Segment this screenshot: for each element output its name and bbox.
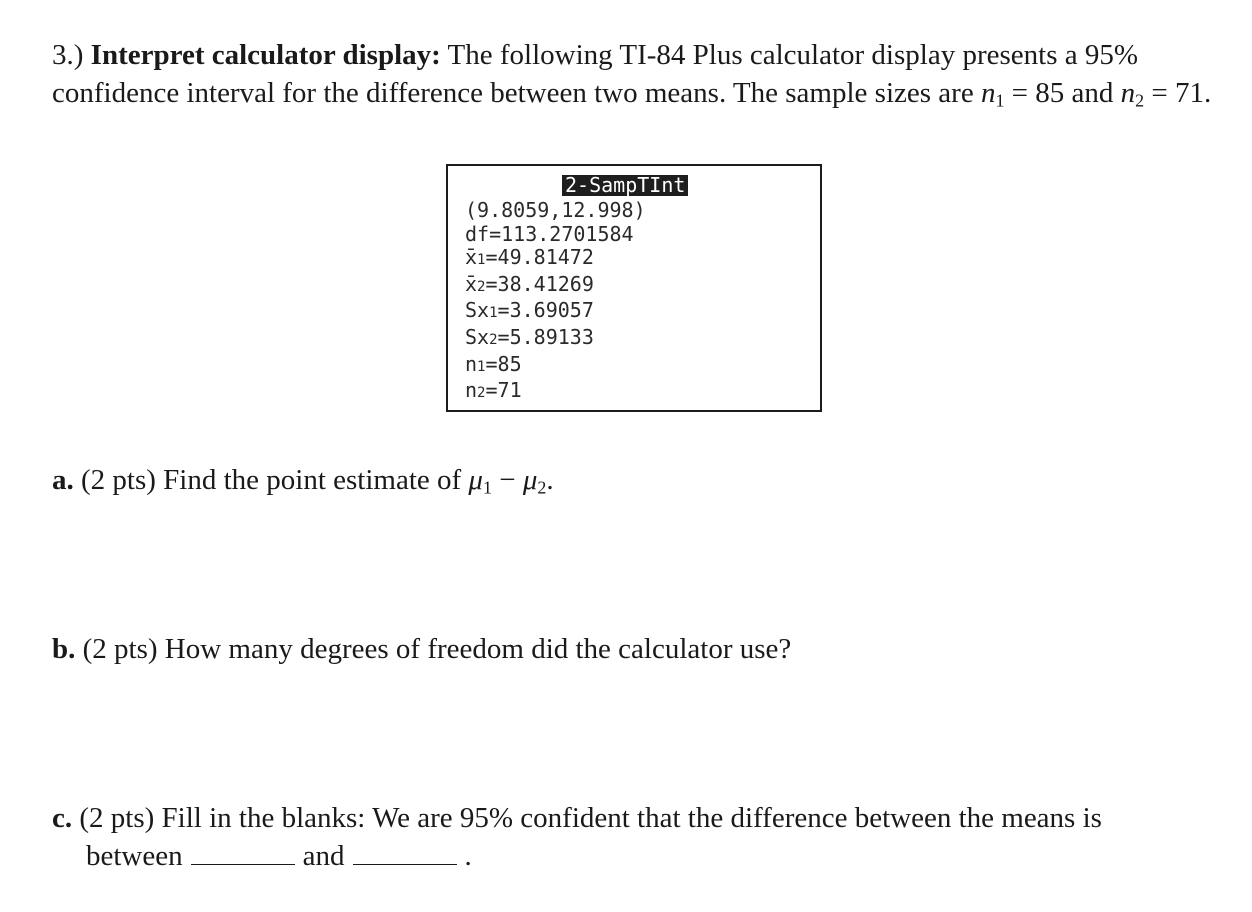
question-c-label: c. [52, 802, 73, 834]
calc-n1-value: =85 [485, 351, 522, 376]
df-line: df=113.2701584 [465, 221, 634, 246]
upper-bound-blank[interactable] [353, 842, 457, 865]
n1-value: = 85 and [1011, 77, 1114, 109]
lower-bound-blank[interactable] [191, 842, 295, 865]
n2-value: = 71. [1151, 77, 1212, 109]
question-c-text: (2 pts) Fill in the blanks: We are 95% confident that the difference between the means is [79, 802, 1102, 834]
x1-value: =49.81472 [485, 245, 594, 270]
mu2-symbol: μ [522, 464, 538, 496]
problem-text: The following TI-84 Plus calculator display presents a 95% confidence interval for the difference between two means. The sample sizes are [52, 39, 1139, 109]
minus-sign: − [491, 464, 523, 496]
sx1-line [465, 299, 646, 326]
n2-symbol: n [1120, 77, 1136, 109]
x2-line [465, 273, 646, 300]
x1-line [465, 246, 646, 273]
x2-sub: 2 [477, 278, 486, 295]
question-a [52, 461, 554, 499]
x1-label: x̄ [465, 245, 478, 270]
question-a-text: (2 pts) Find the point estimate of [81, 464, 462, 496]
question-a-period: . [546, 464, 554, 496]
sx2-value: =5.89133 [497, 324, 594, 349]
question-b [52, 630, 791, 668]
x2-label: x̄ [465, 271, 478, 296]
sx1-label: Sx [465, 298, 490, 323]
question-c [52, 799, 1212, 875]
and-word: and [302, 840, 345, 872]
mu1-symbol: μ [468, 464, 483, 496]
sx2-label: Sx [465, 324, 490, 349]
n1-symbol: n [980, 77, 996, 109]
mu2-subscript: 2 [537, 477, 547, 498]
question-b-label: b. [52, 633, 76, 665]
calc-n2-sub: 2 [477, 385, 486, 402]
calc-n2-label: n [465, 378, 478, 403]
calculator-display [446, 164, 822, 412]
confidence-interval-line: (9.8059,12.998) [465, 198, 646, 222]
question-b-text: (2 pts) How many degrees of freedom did the calculator use? [82, 633, 792, 665]
calculator-output [465, 199, 646, 406]
n1-line [465, 353, 646, 380]
question-a-label: a. [52, 464, 74, 496]
calc-n1-sub: 1 [477, 358, 486, 375]
sx2-line [465, 326, 646, 353]
sx1-sub: 1 [489, 305, 498, 322]
sx1-value: =3.69057 [497, 298, 594, 323]
problem-heading: Interpret calculator display: [90, 39, 441, 71]
n1-subscript: 1 [995, 90, 1005, 111]
calculator-title: 2-SampTInt [562, 175, 688, 196]
problem-statement [52, 36, 1212, 112]
x2-value: =38.41269 [485, 271, 594, 296]
problem-number: 3.) [52, 39, 84, 71]
between-word: between [86, 840, 183, 872]
question-c-period: . [464, 840, 472, 872]
x1-sub: 1 [477, 252, 486, 269]
question-c-blanks [52, 837, 1212, 875]
mu1-subscript: 1 [482, 477, 492, 498]
calc-n2-value: =71 [485, 378, 522, 403]
sx2-sub: 2 [489, 331, 498, 348]
n2-line [465, 379, 646, 406]
n2-subscript: 2 [1135, 90, 1145, 111]
calc-n1-label: n [465, 351, 478, 376]
